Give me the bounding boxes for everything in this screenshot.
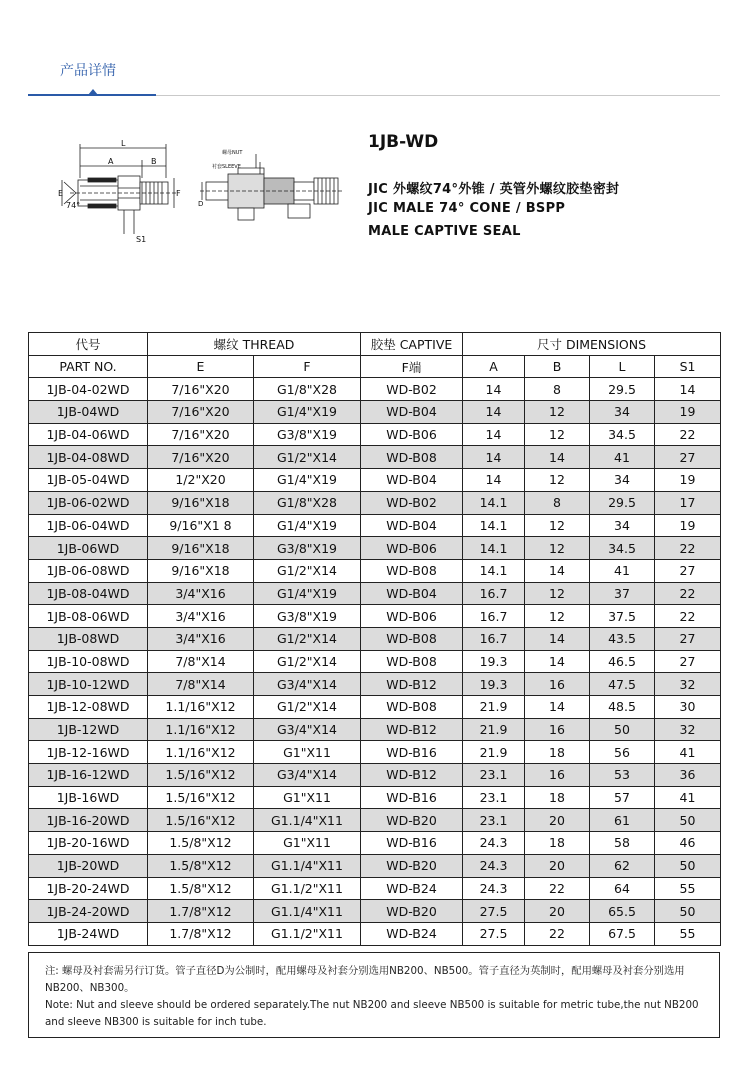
table-cell: WD-B12	[361, 718, 463, 741]
table-cell: WD-B16	[361, 786, 463, 809]
table-cell: 16.7	[463, 627, 525, 650]
table-cell: 41	[655, 741, 721, 764]
table-cell: 7/16"X20	[148, 401, 254, 424]
table-cell: 14.1	[463, 537, 525, 560]
table-cell: G1.1/2"X11	[254, 922, 361, 945]
table-cell: 29.5	[590, 378, 655, 401]
table-cell: 3/4"X16	[148, 605, 254, 628]
sleeve-label: 衬套SLEEVE	[212, 164, 241, 170]
notes-box	[28, 952, 720, 1038]
table-cell: WD-B12	[361, 673, 463, 696]
table-cell: 29.5	[590, 491, 655, 514]
table-cell: WD-B04	[361, 401, 463, 424]
table-cell: G1/2"X14	[254, 650, 361, 673]
table-cell: 34	[590, 514, 655, 537]
table-cell: G1/8"X28	[254, 378, 361, 401]
header-dimensions: 尺寸 DIMENSIONS	[463, 333, 721, 356]
table-cell: 8	[525, 378, 590, 401]
table-cell: 24.3	[463, 877, 525, 900]
dim-F-label: F	[176, 189, 181, 198]
table-cell: 16	[525, 718, 590, 741]
table-cell: 56	[590, 741, 655, 764]
table-row	[29, 696, 721, 719]
table-cell: 7/8"X14	[148, 650, 254, 673]
table-cell: 12	[525, 401, 590, 424]
table-cell: WD-B24	[361, 877, 463, 900]
table-cell: 14	[463, 469, 525, 492]
table-cell: 19.3	[463, 673, 525, 696]
table-cell: 53	[590, 764, 655, 787]
table-row	[29, 605, 721, 628]
table-cell: 1JB-06-04WD	[29, 514, 148, 537]
table-row	[29, 877, 721, 900]
table-row	[29, 627, 721, 650]
nut-label: 螺母NUT	[222, 150, 243, 156]
table-cell: WD-B20	[361, 809, 463, 832]
header-F-end: F端	[361, 355, 463, 378]
table-cell: 23.1	[463, 786, 525, 809]
table-cell: 21.9	[463, 696, 525, 719]
table-row	[29, 446, 721, 469]
table-cell: 1.7/8"X12	[148, 900, 254, 923]
table-cell: 8	[525, 491, 590, 514]
table-cell: 9/16"X1 8	[148, 514, 254, 537]
table-cell: 1JB-08WD	[29, 627, 148, 650]
table-cell: WD-B16	[361, 832, 463, 855]
table-cell: 20	[525, 809, 590, 832]
table-cell: 62	[590, 854, 655, 877]
table-cell: 12	[525, 423, 590, 446]
dim-L-label: L	[121, 139, 126, 148]
table-row	[29, 764, 721, 787]
table-cell: 17	[655, 491, 721, 514]
table-cell: WD-B12	[361, 764, 463, 787]
table-cell: 1JB-06-08WD	[29, 559, 148, 582]
table-cell: WD-B16	[361, 741, 463, 764]
table-cell: G1.1/2"X11	[254, 877, 361, 900]
table-cell: 34	[590, 469, 655, 492]
table-cell: 22	[655, 537, 721, 560]
header-thread: 螺纹 THREAD	[148, 333, 361, 356]
table-cell: 55	[655, 877, 721, 900]
table-cell: 1JB-04-02WD	[29, 378, 148, 401]
table-cell: G1/2"X14	[254, 559, 361, 582]
table-cell: G3/4"X14	[254, 764, 361, 787]
page-header-title: 产品详情	[60, 63, 116, 79]
table-cell: 1JB-20-24WD	[29, 877, 148, 900]
table-cell: 7/16"X20	[148, 446, 254, 469]
product-description-en-1: JIC MALE 74° CONE / BSPP	[368, 201, 566, 216]
table-row	[29, 718, 721, 741]
table-cell: 12	[525, 469, 590, 492]
table-cell: 21.9	[463, 741, 525, 764]
table-row	[29, 514, 721, 537]
dim-D-label: D	[198, 200, 204, 208]
table-cell: 18	[525, 832, 590, 855]
dim-angle-label: 74°	[66, 201, 81, 210]
table-cell: 32	[655, 673, 721, 696]
table-cell: 22	[525, 877, 590, 900]
table-cell: WD-B08	[361, 650, 463, 673]
table-cell: 1JB-04WD	[29, 401, 148, 424]
table-cell: 1JB-04-08WD	[29, 446, 148, 469]
table-cell: 48.5	[590, 696, 655, 719]
table-cell: 1.1/16"X12	[148, 718, 254, 741]
table-cell: 1JB-10-08WD	[29, 650, 148, 673]
table-cell: 16.7	[463, 605, 525, 628]
table-cell: 27.5	[463, 900, 525, 923]
table-cell: 1JB-24WD	[29, 922, 148, 945]
table-row	[29, 650, 721, 673]
table-cell: WD-B02	[361, 491, 463, 514]
table-cell: 1JB-16-12WD	[29, 764, 148, 787]
table-row	[29, 741, 721, 764]
table-cell: WD-B24	[361, 922, 463, 945]
table-cell: 7/16"X20	[148, 423, 254, 446]
table-row	[29, 423, 721, 446]
table-cell: 22	[655, 423, 721, 446]
table-cell: G1/2"X14	[254, 627, 361, 650]
table-cell: 18	[525, 786, 590, 809]
header-code-cn: 代号	[29, 333, 148, 356]
table-cell: 9/16"X18	[148, 559, 254, 582]
table-cell: WD-B08	[361, 696, 463, 719]
header-captive: 胶垫 CAPTIVE	[361, 333, 463, 356]
table-cell: 1JB-04-06WD	[29, 423, 148, 446]
table-cell: 19.3	[463, 650, 525, 673]
table-cell: 1JB-12-08WD	[29, 696, 148, 719]
table-cell: 14.1	[463, 559, 525, 582]
table-cell: WD-B04	[361, 469, 463, 492]
table-cell: 50	[655, 854, 721, 877]
table-cell: 34.5	[590, 423, 655, 446]
table-cell: G1/4"X19	[254, 514, 361, 537]
table-row	[29, 469, 721, 492]
dim-S1-label: S1	[136, 235, 147, 244]
table-cell: G3/4"X14	[254, 673, 361, 696]
table-cell: 1JB-20WD	[29, 854, 148, 877]
header-S1: S1	[655, 355, 721, 378]
table-cell: WD-B08	[361, 446, 463, 469]
table-cell: 23.1	[463, 764, 525, 787]
table-cell: 55	[655, 922, 721, 945]
spec-table	[28, 332, 721, 946]
table-cell: 14	[463, 401, 525, 424]
table-cell: 14	[655, 378, 721, 401]
table-cell: 1/2"X20	[148, 469, 254, 492]
table-cell: G1/4"X19	[254, 469, 361, 492]
table-row	[29, 537, 721, 560]
table-row	[29, 786, 721, 809]
table-cell: 7/8"X14	[148, 673, 254, 696]
table-cell: G1.1/4"X11	[254, 809, 361, 832]
table-cell: WD-B08	[361, 559, 463, 582]
table-cell: 32	[655, 718, 721, 741]
table-cell: 34.5	[590, 537, 655, 560]
table-cell: 1.5/8"X12	[148, 832, 254, 855]
dim-E-label: E	[58, 189, 64, 198]
table-cell: 50	[590, 718, 655, 741]
table-cell: 20	[525, 854, 590, 877]
table-row	[29, 491, 721, 514]
table-cell: 22	[655, 605, 721, 628]
table-cell: 22	[525, 922, 590, 945]
table-cell: 24.3	[463, 854, 525, 877]
table-cell: G1/4"X19	[254, 401, 361, 424]
table-cell: 1.5/8"X12	[148, 854, 254, 877]
table-cell: 1JB-16WD	[29, 786, 148, 809]
table-cell: 65.5	[590, 900, 655, 923]
table-cell: 37	[590, 582, 655, 605]
header-notch	[88, 89, 98, 95]
table-row	[29, 922, 721, 945]
table-cell: 1.7/8"X12	[148, 922, 254, 945]
table-cell: 1JB-20-16WD	[29, 832, 148, 855]
table-cell: 14.1	[463, 514, 525, 537]
table-cell: 7/16"X20	[148, 378, 254, 401]
table-cell: 1JB-12-16WD	[29, 741, 148, 764]
table-cell: 1JB-24-20WD	[29, 900, 148, 923]
table-cell: 1.1/16"X12	[148, 741, 254, 764]
table-cell: 27	[655, 650, 721, 673]
table-cell: 1.5/16"X12	[148, 786, 254, 809]
dim-B-label: B	[151, 157, 157, 166]
table-cell: 12	[525, 537, 590, 560]
product-code: 1JB-WD	[368, 132, 439, 152]
table-cell: 1JB-08-04WD	[29, 582, 148, 605]
table-cell: 50	[655, 900, 721, 923]
table-cell: 18	[525, 741, 590, 764]
table-cell: WD-B08	[361, 627, 463, 650]
table-row	[29, 673, 721, 696]
table-cell: 22	[655, 582, 721, 605]
table-cell: 27	[655, 446, 721, 469]
table-cell: 58	[590, 832, 655, 855]
table-cell: 16	[525, 673, 590, 696]
table-cell: 9/16"X18	[148, 491, 254, 514]
table-cell: 14	[463, 423, 525, 446]
table-cell: 16.7	[463, 582, 525, 605]
table-cell: 21.9	[463, 718, 525, 741]
table-cell: WD-B06	[361, 537, 463, 560]
header-B: B	[525, 355, 590, 378]
table-cell: 9/16"X18	[148, 537, 254, 560]
table-cell: 12	[525, 582, 590, 605]
table-cell: G1"X11	[254, 832, 361, 855]
table-cell: 27	[655, 559, 721, 582]
table-cell: G1"X11	[254, 786, 361, 809]
table-cell: G1"X11	[254, 741, 361, 764]
table-cell: 1.5/16"X12	[148, 764, 254, 787]
product-description-en-2: MALE CAPTIVE SEAL	[368, 224, 521, 239]
table-cell: G1/2"X14	[254, 446, 361, 469]
table-cell: 1.5/8"X12	[148, 877, 254, 900]
note-en: Note: Nut and sleeve should be ordered separately.The nut NB200 and sleeve NB500 is suitable for metric tube,the nut NB200 and sleeve NB300 is suitable for inch tube.	[45, 999, 699, 1028]
table-cell: 37.5	[590, 605, 655, 628]
table-cell: G3/4"X14	[254, 718, 361, 741]
table-cell: 47.5	[590, 673, 655, 696]
table-cell: WD-B02	[361, 378, 463, 401]
table-cell: WD-B20	[361, 854, 463, 877]
table-cell: 46	[655, 832, 721, 855]
table-cell: 43.5	[590, 627, 655, 650]
table-cell: 19	[655, 514, 721, 537]
table-cell: 1JB-08-06WD	[29, 605, 148, 628]
header-L: L	[590, 355, 655, 378]
table-cell: 1JB-10-12WD	[29, 673, 148, 696]
note-cn: 注: 螺母及衬套需另行订货。管子直径D为公制时，配用螺母及衬套分别选用NB200、NB500。管子直径为英制时，配用螺母及衬套分别选用NB200、NB300。	[45, 965, 685, 994]
table-cell: 1JB-06-02WD	[29, 491, 148, 514]
header-A: A	[463, 355, 525, 378]
table-cell: 20	[525, 900, 590, 923]
table-row	[29, 401, 721, 424]
table-cell: G3/8"X19	[254, 537, 361, 560]
table-cell: 27.5	[463, 922, 525, 945]
table-cell: 14	[463, 378, 525, 401]
table-cell: G1/8"X28	[254, 491, 361, 514]
table-cell: 14	[525, 627, 590, 650]
table-cell: 34	[590, 401, 655, 424]
table-cell: G1.1/4"X11	[254, 854, 361, 877]
header-E: E	[148, 355, 254, 378]
table-cell: WD-B20	[361, 900, 463, 923]
table-cell: 12	[525, 514, 590, 537]
table-cell: 14	[525, 650, 590, 673]
dim-A-label: A	[108, 157, 114, 166]
table-cell: G1.1/4"X11	[254, 900, 361, 923]
table-cell: 19	[655, 401, 721, 424]
table-row	[29, 809, 721, 832]
table-row	[29, 559, 721, 582]
table-cell: 3/4"X16	[148, 582, 254, 605]
table-cell: 24.3	[463, 832, 525, 855]
table-cell: 1JB-16-20WD	[29, 809, 148, 832]
table-cell: 16	[525, 764, 590, 787]
table-row	[29, 854, 721, 877]
table-row	[29, 582, 721, 605]
table-cell: 46.5	[590, 650, 655, 673]
table-cell: 41	[590, 446, 655, 469]
table-cell: 1JB-06WD	[29, 537, 148, 560]
table-cell: 1.5/16"X12	[148, 809, 254, 832]
table-row	[29, 832, 721, 855]
table-cell: WD-B04	[361, 582, 463, 605]
table-cell: 23.1	[463, 809, 525, 832]
table-cell: 30	[655, 696, 721, 719]
table-cell: 1JB-12WD	[29, 718, 148, 741]
product-description-cn: JIC 外螺纹74°外锥 / 英管外螺纹胶垫密封	[368, 182, 620, 197]
table-cell: G3/8"X19	[254, 605, 361, 628]
table-cell: 12	[525, 605, 590, 628]
table-cell: 67.5	[590, 922, 655, 945]
table-cell: 27	[655, 627, 721, 650]
table-cell: 14	[525, 559, 590, 582]
table-cell: WD-B06	[361, 423, 463, 446]
table-cell: 36	[655, 764, 721, 787]
table-cell: 1JB-05-04WD	[29, 469, 148, 492]
table-cell: WD-B04	[361, 514, 463, 537]
table-cell: 41	[590, 559, 655, 582]
table-cell: 57	[590, 786, 655, 809]
table-cell: 50	[655, 809, 721, 832]
fitting-dimension-drawing	[58, 138, 190, 250]
table-cell: 41	[655, 786, 721, 809]
header-F: F	[254, 355, 361, 378]
table-cell: 14.1	[463, 491, 525, 514]
table-cell: 14	[525, 696, 590, 719]
table-row	[29, 900, 721, 923]
table-cell: 61	[590, 809, 655, 832]
header-code-en: PART NO.	[29, 355, 148, 378]
table-cell: 14	[525, 446, 590, 469]
assembly-drawing	[198, 148, 348, 248]
table-cell: G3/8"X19	[254, 423, 361, 446]
table-cell: G1/4"X19	[254, 582, 361, 605]
table-cell: G1/2"X14	[254, 696, 361, 719]
table-row	[29, 378, 721, 401]
table-cell: 1.1/16"X12	[148, 696, 254, 719]
table-cell: 64	[590, 877, 655, 900]
table-cell: 14	[463, 446, 525, 469]
table-cell: 19	[655, 469, 721, 492]
table-cell: 3/4"X16	[148, 627, 254, 650]
table-cell: WD-B06	[361, 605, 463, 628]
